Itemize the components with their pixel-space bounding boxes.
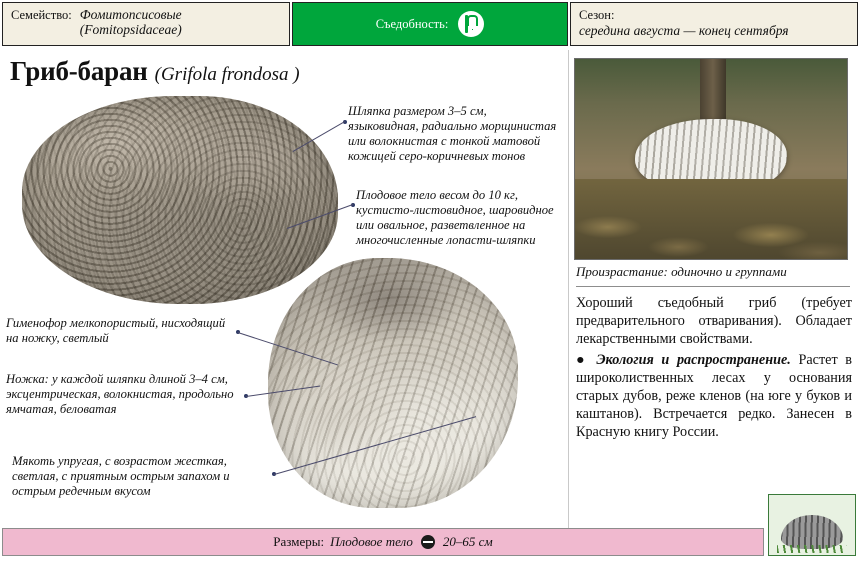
ecology-bullet-icon: ●	[576, 351, 589, 368]
plate-fork-knife-icon	[458, 11, 484, 37]
family-label: Семейство:	[11, 8, 72, 22]
photo-fruit-body	[268, 258, 518, 508]
callout-fruit-body: Плодовое тело весом до 10 кг, кустисто-листовидное, шаровидное или овальное, разветвленное на многочисленные лопасти-шляпки	[356, 188, 554, 247]
edibility-label: Съедобность:	[375, 16, 449, 31]
page-title	[10, 56, 300, 87]
column-divider	[568, 50, 569, 530]
growth-caption	[576, 264, 852, 280]
edibility-cell	[292, 2, 568, 46]
callout-stem: Ножка: у каждой шляпки длиной 3–4 см, эксцентрическая, волокнистая, продольно ямчатая, беловатая	[6, 372, 234, 416]
header-bar	[2, 2, 858, 46]
ecology-text: Растет в широколиственных лесах у основания старых дубов, реже кленов (на юге у буков и каштанов). Встречается редко. Занесен в Красную книгу России.	[576, 351, 852, 441]
grass-icon	[777, 545, 847, 553]
diameter-icon	[421, 535, 435, 549]
photo-habitat	[574, 58, 848, 260]
family-cell	[2, 2, 290, 46]
growth-value: одиночно и группами	[671, 264, 787, 279]
season-cell	[570, 2, 858, 46]
photo-habitat-leaf-litter	[575, 179, 847, 259]
caption-divider	[576, 286, 850, 287]
callout-flesh: Мякоть упругая, с возрастом жесткая, светлая, с приятным острым запахом и острым редечным вкусом	[12, 454, 230, 498]
mushroom-habitat-icon	[781, 515, 843, 549]
family-value-latin: (Fomitopsidaceae)	[79, 22, 182, 38]
family-value	[80, 7, 182, 37]
description-column	[576, 294, 852, 443]
title-russian: Гриб-баран	[10, 56, 148, 86]
growth-label: Произрастание:	[576, 264, 668, 279]
ecology-heading: Экология и распространение.	[596, 351, 791, 368]
ecology-paragraph	[576, 351, 852, 442]
callout-cap: Шляпка размером 3–5 см, языковидная, радиально морщинистая или волокнистая с тонкой матовой кожицей серо-коричневых тонов	[348, 104, 557, 163]
size-value: 20–65 см	[442, 534, 493, 549]
title-latin: (Grifola frondosa )	[154, 64, 300, 85]
intro-paragraph: Хороший съедобный гриб (требует предварительного отваривания). Обладает лекарственными свойствами.	[576, 295, 852, 348]
season-value: середина августа — конец сентября	[579, 23, 789, 39]
size-bar	[2, 528, 764, 556]
season-label: Сезон:	[579, 8, 615, 23]
family-value-ru: Фомитопсисовые	[79, 7, 182, 22]
callout-hymenophore: Гименофор мелкопористый, нисходящий на ножку, светлый	[6, 316, 226, 345]
habitat-icon-box	[768, 494, 856, 556]
photo-fruit-body-texture	[268, 258, 518, 508]
size-what: Плодовое тело	[330, 534, 413, 549]
size-label: Размеры:	[273, 534, 325, 549]
